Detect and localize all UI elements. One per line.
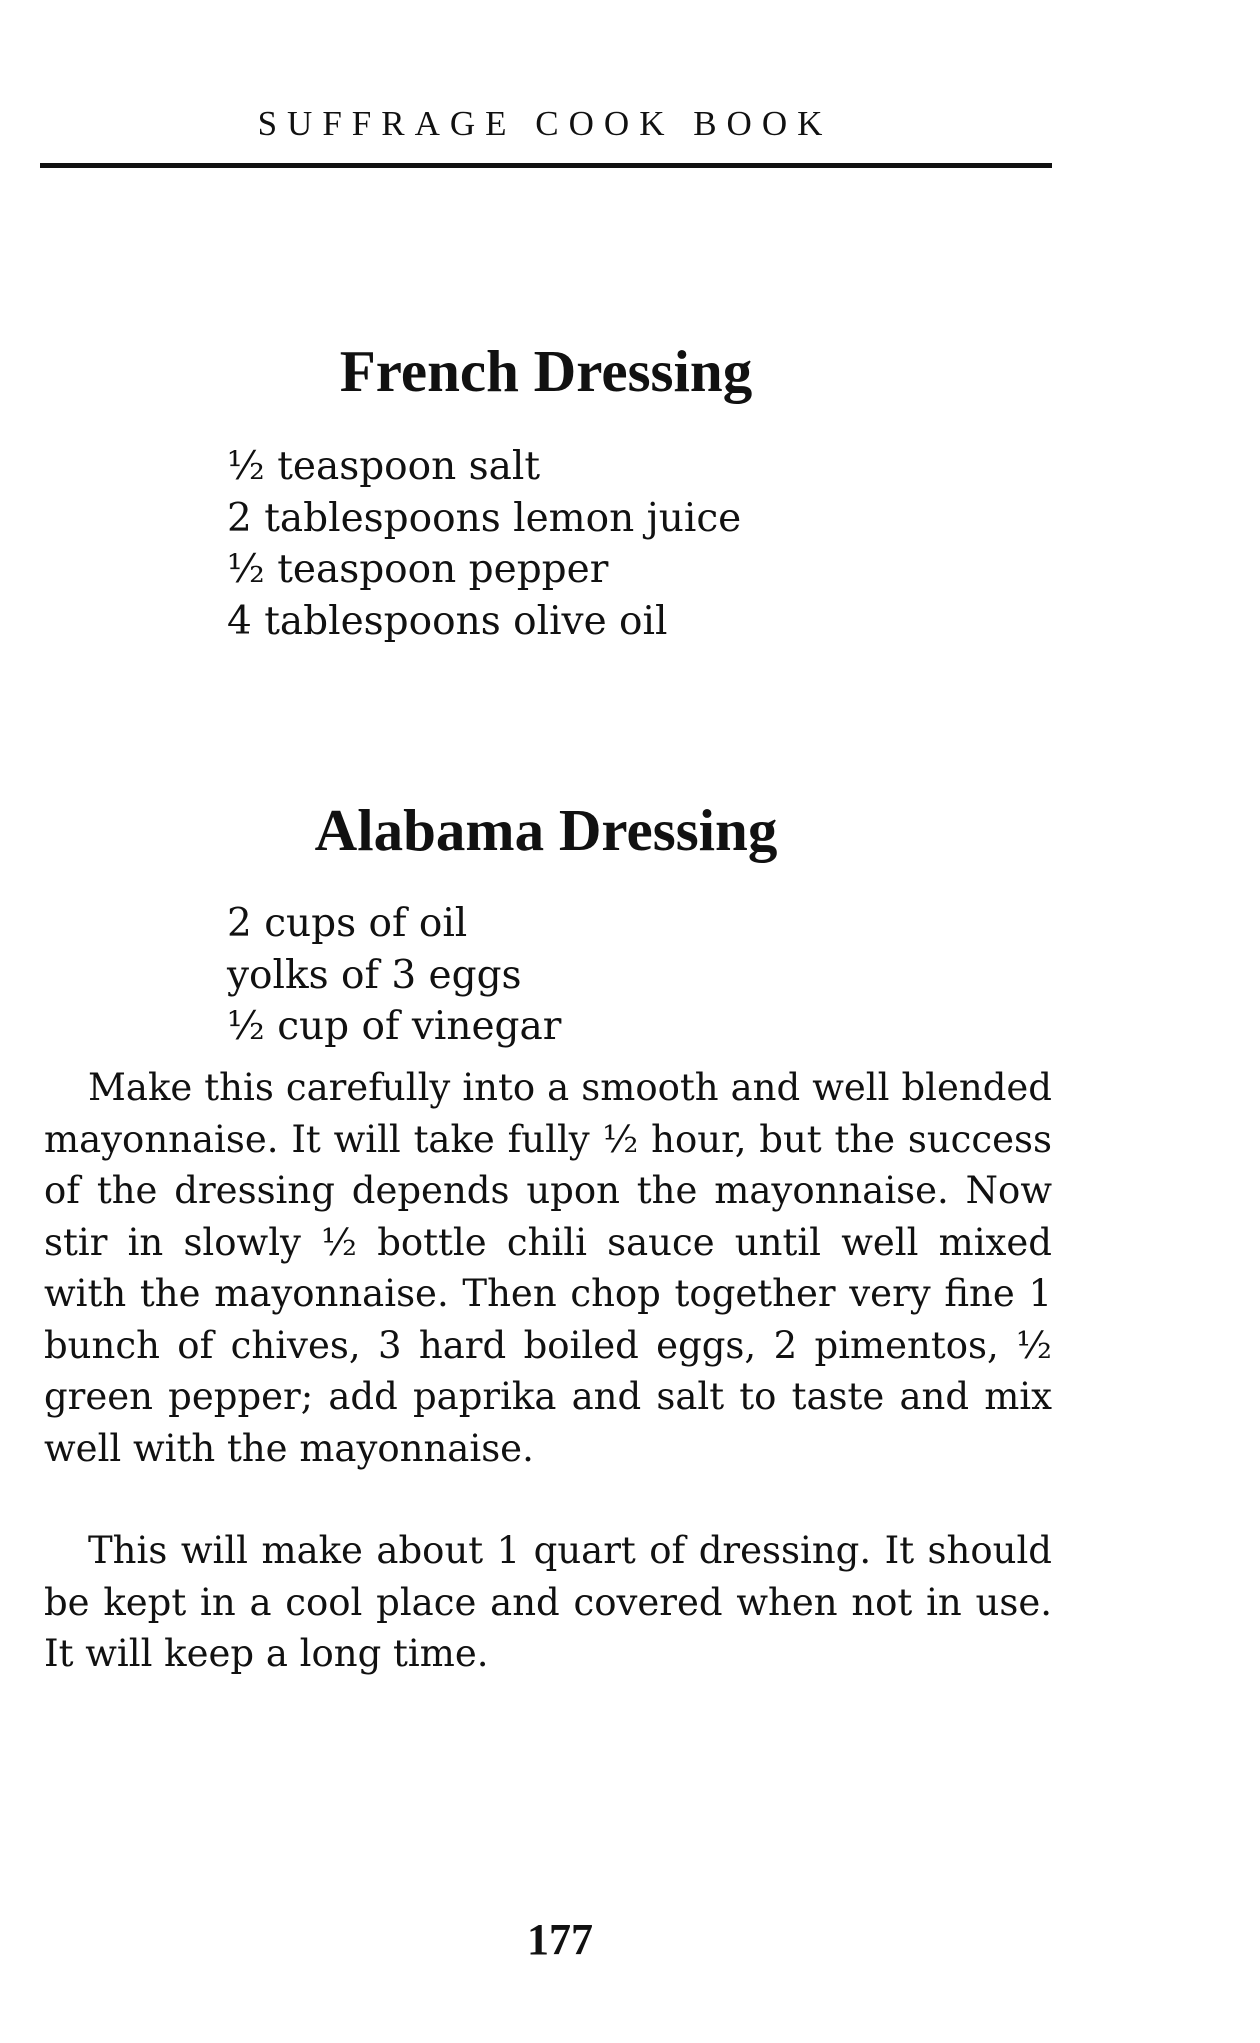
page-number: 177 [527, 1915, 593, 1964]
ingredient-item: ½ cup of vinegar [227, 1004, 562, 1049]
method-paragraph-storage: This will make about 1 quart of dressing. It should be kept in a cool place and covered when not in use. It will keep a long time. [44, 1529, 1052, 1675]
ingredient-item: ½ teaspoon pepper [227, 547, 609, 592]
ingredient-item: yolks of 3 eggs [227, 952, 522, 998]
recipe-title-alabama-dressing: Alabama Dressing [314, 797, 778, 863]
ingredient-item: 2 tablespoons lemon juice [227, 495, 742, 541]
ingredient-item: 2 cups of oil [227, 901, 468, 946]
ingredient-list-alabama-dressing [227, 898, 561, 1053]
recipe-title-french-dressing: French Dressing [339, 338, 753, 404]
header-rule [40, 163, 1052, 168]
ingredient-item: 4 tablespoons olive oil [227, 598, 668, 644]
ingredient-item: ½ teaspoon salt [227, 444, 541, 489]
ingredient-list-french-dressing [227, 441, 741, 647]
running-head: SUFFRAGE COOK BOOK [257, 104, 833, 143]
method-paragraph-mayonnaise: Make this carefully into a smooth and well blended mayonnaise. It will take fully ½ hour, but the success of the dressing depends upon the mayonnaise. Now stir in slowly ½ bottle chili sauce until well mixed with the mayonnaise. Then chop together very fine 1 bunch of chives, 3 hard boiled eggs, 2 pimentos, ½ green pepper; add paprika and salt to taste and mix well with the mayonnaise. [44, 1066, 1052, 1470]
